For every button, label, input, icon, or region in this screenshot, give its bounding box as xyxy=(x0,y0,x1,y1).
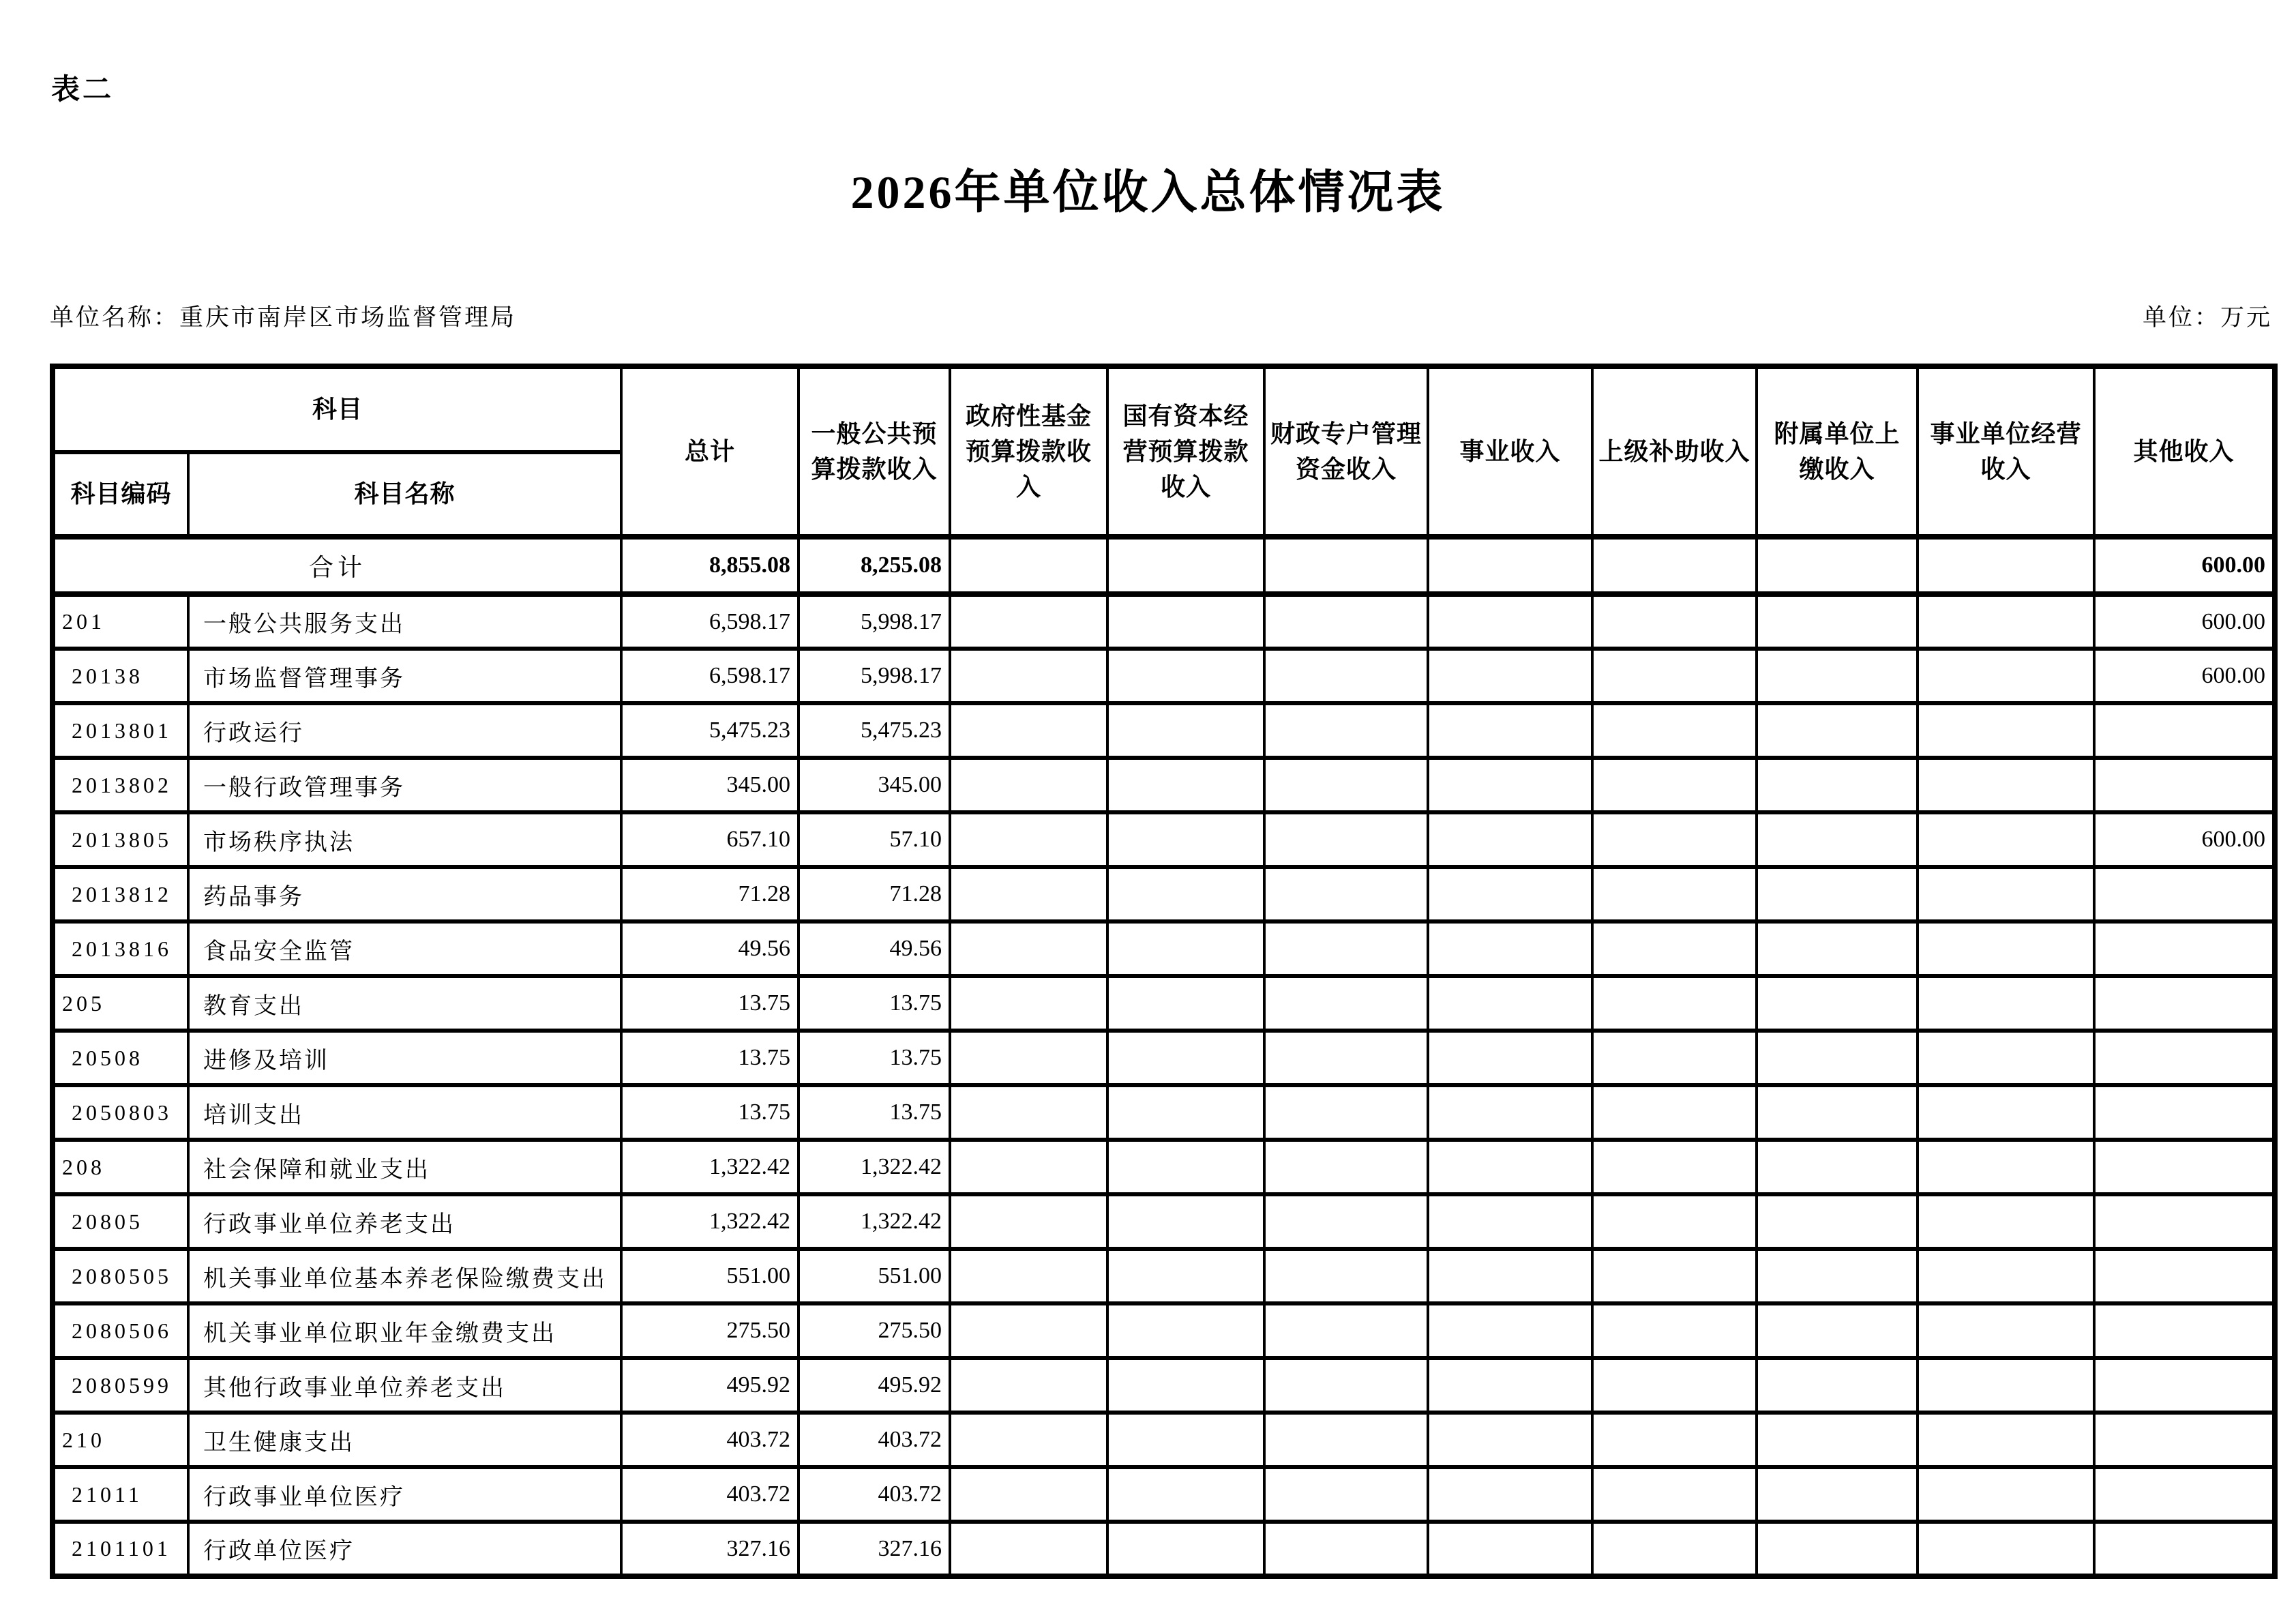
value-cell xyxy=(950,1085,1107,1140)
value-cell xyxy=(950,921,1107,976)
subject-name-cell: 一般行政管理事务 xyxy=(188,758,621,812)
value-cell xyxy=(2094,976,2275,1031)
value-cell xyxy=(1757,1358,1918,1413)
value-cell xyxy=(1428,1249,1592,1303)
value-cell xyxy=(1428,758,1592,812)
info-row xyxy=(50,299,2272,333)
value-cell xyxy=(1918,1085,2094,1140)
value-cell xyxy=(1428,1413,1592,1467)
value-cell xyxy=(1264,703,1428,758)
total-row-value xyxy=(1918,537,2094,594)
value-cell xyxy=(1428,867,1592,921)
header-row-1 xyxy=(53,366,2275,452)
value-cell xyxy=(1757,1249,1918,1303)
value-cell xyxy=(1107,1140,1264,1194)
value-cell xyxy=(2094,1031,2275,1085)
value-cell xyxy=(1264,1194,1428,1249)
value-cell: 5,475.23 xyxy=(799,703,950,758)
value-cell: 71.28 xyxy=(799,867,950,921)
subject-code-cell: 21011 xyxy=(53,1467,188,1522)
value-cell: 551.00 xyxy=(799,1249,950,1303)
value-cell xyxy=(1428,703,1592,758)
header-col-fiscal-special-account: 财政专户管理资金收入 xyxy=(1264,366,1428,537)
value-cell xyxy=(1107,1467,1264,1522)
value-cell xyxy=(1757,1031,1918,1085)
subject-name-cell: 机关事业单位基本养老保险缴费支出 xyxy=(188,1249,621,1303)
table-row xyxy=(53,812,2275,867)
value-cell xyxy=(950,1249,1107,1303)
value-cell xyxy=(950,1031,1107,1085)
value-cell xyxy=(1918,1358,2094,1413)
total-row-label: 合计 xyxy=(53,537,621,594)
value-cell: 71.28 xyxy=(621,867,799,921)
value-cell xyxy=(1107,1303,1264,1358)
table-row xyxy=(53,594,2275,649)
value-cell xyxy=(1592,1140,1757,1194)
value-cell: 600.00 xyxy=(2094,649,2275,703)
value-cell xyxy=(1107,812,1264,867)
value-cell xyxy=(1592,758,1757,812)
value-cell xyxy=(1428,1140,1592,1194)
value-cell xyxy=(1107,758,1264,812)
subject-code-cell: 2013805 xyxy=(53,812,188,867)
subject-code-cell: 2013816 xyxy=(53,921,188,976)
value-cell xyxy=(1592,1249,1757,1303)
value-cell xyxy=(1757,649,1918,703)
value-cell xyxy=(1592,812,1757,867)
value-cell xyxy=(1592,594,1757,649)
header-col-other-income: 其他收入 xyxy=(2094,366,2275,537)
value-cell xyxy=(1918,703,2094,758)
subject-name-cell: 食品安全监管 xyxy=(188,921,621,976)
value-cell xyxy=(1918,921,2094,976)
value-cell xyxy=(1592,1194,1757,1249)
value-cell: 495.92 xyxy=(621,1358,799,1413)
value-cell xyxy=(1264,976,1428,1031)
value-cell xyxy=(1592,1031,1757,1085)
value-cell xyxy=(1757,976,1918,1031)
table-label: 表二 xyxy=(51,74,115,106)
value-cell xyxy=(1107,1249,1264,1303)
value-cell xyxy=(1918,594,2094,649)
value-cell: 345.00 xyxy=(621,758,799,812)
value-cell xyxy=(1918,976,2094,1031)
value-cell xyxy=(1428,1522,1592,1576)
value-cell xyxy=(1428,594,1592,649)
value-cell xyxy=(950,812,1107,867)
value-cell: 657.10 xyxy=(621,812,799,867)
subject-code-cell: 2013802 xyxy=(53,758,188,812)
subject-name-cell: 其他行政事业单位养老支出 xyxy=(188,1358,621,1413)
value-cell xyxy=(2094,1140,2275,1194)
value-cell xyxy=(950,1413,1107,1467)
header-subject-name: 科目名称 xyxy=(188,452,621,537)
value-cell xyxy=(2094,1194,2275,1249)
subject-code-cell: 210 xyxy=(53,1413,188,1467)
table-row xyxy=(53,1413,2275,1467)
value-cell xyxy=(1592,1303,1757,1358)
value-cell: 49.56 xyxy=(799,921,950,976)
value-cell: 403.72 xyxy=(799,1413,950,1467)
subject-code-cell: 20138 xyxy=(53,649,188,703)
value-cell xyxy=(1592,867,1757,921)
value-cell xyxy=(950,758,1107,812)
value-cell xyxy=(1757,1303,1918,1358)
value-cell xyxy=(1592,1358,1757,1413)
table-body xyxy=(53,537,2275,1576)
value-cell xyxy=(1592,1522,1757,1576)
value-cell: 275.50 xyxy=(799,1303,950,1358)
value-cell xyxy=(1264,921,1428,976)
table-row xyxy=(53,1140,2275,1194)
subject-name-cell: 行政事业单位养老支出 xyxy=(188,1194,621,1249)
income-table xyxy=(50,364,2278,1579)
value-cell: 13.75 xyxy=(799,1031,950,1085)
value-cell xyxy=(1757,812,1918,867)
value-cell: 6,598.17 xyxy=(621,594,799,649)
total-row-value: 600.00 xyxy=(2094,537,2275,594)
value-cell xyxy=(1264,1303,1428,1358)
header-col-affiliated-unit-remittance: 附属单位上缴收入 xyxy=(1757,366,1918,537)
subject-code-cell: 201 xyxy=(53,594,188,649)
value-cell xyxy=(1592,1467,1757,1522)
value-cell xyxy=(1107,1194,1264,1249)
header-col-institution-operating: 事业单位经营收入 xyxy=(1918,366,2094,537)
header-col-superior-subsidy: 上级补助收入 xyxy=(1592,366,1757,537)
subject-code-cell: 205 xyxy=(53,976,188,1031)
value-cell: 13.75 xyxy=(621,1031,799,1085)
value-cell: 1,322.42 xyxy=(621,1140,799,1194)
value-cell xyxy=(1107,976,1264,1031)
value-cell xyxy=(1107,921,1264,976)
value-cell xyxy=(2094,1303,2275,1358)
value-cell xyxy=(1757,1140,1918,1194)
table-row xyxy=(53,1249,2275,1303)
header-col-general-public-budget: 一般公共预算拨款收入 xyxy=(799,366,950,537)
total-row-value: 8,855.08 xyxy=(621,537,799,594)
subject-code-cell: 208 xyxy=(53,1140,188,1194)
value-cell xyxy=(1757,1522,1918,1576)
value-cell xyxy=(1918,1194,2094,1249)
value-cell xyxy=(1107,1085,1264,1140)
value-cell: 57.10 xyxy=(799,812,950,867)
value-cell xyxy=(1428,1303,1592,1358)
value-cell xyxy=(1107,1522,1264,1576)
value-cell xyxy=(950,976,1107,1031)
value-cell xyxy=(1592,976,1757,1031)
value-cell xyxy=(1918,1467,2094,1522)
value-cell xyxy=(1757,703,1918,758)
value-cell xyxy=(2094,1085,2275,1140)
value-cell xyxy=(1264,1413,1428,1467)
value-cell xyxy=(1592,703,1757,758)
subject-code-cell: 2101101 xyxy=(53,1522,188,1576)
value-cell xyxy=(2094,703,2275,758)
value-cell xyxy=(1264,1522,1428,1576)
value-cell xyxy=(2094,1249,2275,1303)
table-row xyxy=(53,703,2275,758)
subject-name-cell: 市场监督管理事务 xyxy=(188,649,621,703)
subject-name-cell: 一般公共服务支出 xyxy=(188,594,621,649)
subject-name-cell: 市场秩序执法 xyxy=(188,812,621,867)
subject-code-cell: 2080506 xyxy=(53,1303,188,1358)
value-cell: 13.75 xyxy=(799,1085,950,1140)
table-row xyxy=(53,1467,2275,1522)
total-row-value xyxy=(950,537,1107,594)
subject-code-cell: 2013801 xyxy=(53,703,188,758)
value-cell: 13.75 xyxy=(621,1085,799,1140)
table-row xyxy=(53,1522,2275,1576)
value-cell xyxy=(950,1522,1107,1576)
subject-name-cell: 社会保障和就业支出 xyxy=(188,1140,621,1194)
value-cell xyxy=(1264,1031,1428,1085)
table-row xyxy=(53,867,2275,921)
value-cell xyxy=(1918,1413,2094,1467)
header-col-institution-income: 事业收入 xyxy=(1428,366,1592,537)
total-row-value xyxy=(1428,537,1592,594)
value-cell: 600.00 xyxy=(2094,594,2275,649)
value-cell xyxy=(1428,1467,1592,1522)
value-cell xyxy=(1757,867,1918,921)
value-cell xyxy=(950,703,1107,758)
subject-name-cell: 药品事务 xyxy=(188,867,621,921)
value-cell xyxy=(1918,1031,2094,1085)
value-cell: 5,475.23 xyxy=(621,703,799,758)
value-cell xyxy=(1264,1140,1428,1194)
value-cell xyxy=(1428,1194,1592,1249)
value-cell xyxy=(1918,1249,2094,1303)
value-cell xyxy=(1428,1085,1592,1140)
value-cell xyxy=(1264,812,1428,867)
table-row xyxy=(53,1031,2275,1085)
value-cell xyxy=(1757,1413,1918,1467)
value-cell: 49.56 xyxy=(621,921,799,976)
value-cell xyxy=(2094,1413,2275,1467)
value-cell xyxy=(1107,1413,1264,1467)
subject-name-cell: 行政事业单位医疗 xyxy=(188,1467,621,1522)
value-cell xyxy=(1592,1413,1757,1467)
table-row xyxy=(53,1085,2275,1140)
value-cell: 6,598.17 xyxy=(621,649,799,703)
value-cell xyxy=(1264,1358,1428,1413)
table-row xyxy=(53,649,2275,703)
value-cell xyxy=(2094,758,2275,812)
value-cell xyxy=(1592,649,1757,703)
subject-name-cell: 教育支出 xyxy=(188,976,621,1031)
subject-name-cell: 卫生健康支出 xyxy=(188,1413,621,1467)
value-cell xyxy=(2094,1522,2275,1576)
value-cell xyxy=(1428,812,1592,867)
subject-name-cell: 进修及培训 xyxy=(188,1031,621,1085)
header-col-government-fund-budget: 政府性基金预算拨款收入 xyxy=(950,366,1107,537)
value-cell xyxy=(1264,867,1428,921)
subject-name-cell: 行政运行 xyxy=(188,703,621,758)
value-cell xyxy=(1264,1085,1428,1140)
table-row xyxy=(53,976,2275,1031)
subject-name-cell: 行政单位医疗 xyxy=(188,1522,621,1576)
value-cell xyxy=(1918,812,2094,867)
value-cell: 495.92 xyxy=(799,1358,950,1413)
value-cell xyxy=(950,594,1107,649)
header-subject: 科目 xyxy=(53,366,621,452)
total-row-value xyxy=(1264,537,1428,594)
value-cell xyxy=(1428,921,1592,976)
subject-code-cell: 2050803 xyxy=(53,1085,188,1140)
table-row xyxy=(53,758,2275,812)
header-subject-code: 科目编码 xyxy=(53,452,188,537)
value-cell xyxy=(1107,649,1264,703)
value-cell: 600.00 xyxy=(2094,812,2275,867)
value-cell: 551.00 xyxy=(621,1249,799,1303)
value-cell xyxy=(2094,1467,2275,1522)
value-cell: 13.75 xyxy=(621,976,799,1031)
unit-name: 单位名称：重庆市南岸区市场监督管理局 xyxy=(50,304,517,331)
header-col-total: 总计 xyxy=(621,366,799,537)
total-row-value xyxy=(1592,537,1757,594)
value-cell xyxy=(1107,1358,1264,1413)
header-col-state-capital-budget: 国有资本经营预算拨款收入 xyxy=(1107,366,1264,537)
value-cell xyxy=(1918,649,2094,703)
value-cell xyxy=(1428,1358,1592,1413)
table-row xyxy=(53,1358,2275,1413)
value-cell xyxy=(1757,921,1918,976)
value-cell xyxy=(1107,1031,1264,1085)
value-cell xyxy=(950,1303,1107,1358)
value-cell xyxy=(950,867,1107,921)
unit-of-measure: 单位：万元 xyxy=(2142,304,2272,331)
value-cell xyxy=(1264,649,1428,703)
value-cell xyxy=(1264,758,1428,812)
value-cell: 13.75 xyxy=(799,976,950,1031)
value-cell xyxy=(1918,867,2094,921)
value-cell xyxy=(1918,1303,2094,1358)
value-cell xyxy=(1757,1467,1918,1522)
subject-code-cell: 20508 xyxy=(53,1031,188,1085)
value-cell xyxy=(1107,867,1264,921)
value-cell xyxy=(1592,921,1757,976)
value-cell: 5,998.17 xyxy=(799,594,950,649)
value-cell xyxy=(1264,1467,1428,1522)
subject-code-cell: 20805 xyxy=(53,1194,188,1249)
value-cell: 403.72 xyxy=(621,1467,799,1522)
value-cell: 275.50 xyxy=(621,1303,799,1358)
value-cell: 345.00 xyxy=(799,758,950,812)
table-header xyxy=(53,366,2275,537)
value-cell xyxy=(1757,594,1918,649)
value-cell xyxy=(1107,703,1264,758)
value-cell xyxy=(950,1140,1107,1194)
page-title: 2026年单位收入总体情况表 xyxy=(850,166,1446,218)
value-cell xyxy=(1428,976,1592,1031)
value-cell: 1,322.42 xyxy=(799,1194,950,1249)
value-cell xyxy=(1428,649,1592,703)
value-cell xyxy=(2094,921,2275,976)
value-cell xyxy=(1918,758,2094,812)
value-cell: 403.72 xyxy=(621,1413,799,1467)
table-row xyxy=(53,1303,2275,1358)
value-cell xyxy=(1592,1085,1757,1140)
value-cell xyxy=(1757,1085,1918,1140)
value-cell: 403.72 xyxy=(799,1467,950,1522)
value-cell xyxy=(950,649,1107,703)
value-cell xyxy=(2094,867,2275,921)
subject-code-cell: 2080505 xyxy=(53,1249,188,1303)
total-row-value xyxy=(1757,537,1918,594)
subject-code-cell: 2013812 xyxy=(53,867,188,921)
value-cell xyxy=(1264,1249,1428,1303)
subject-name-cell: 机关事业单位职业年金缴费支出 xyxy=(188,1303,621,1358)
table-row xyxy=(53,1194,2275,1249)
value-cell xyxy=(950,1358,1107,1413)
value-cell: 1,322.42 xyxy=(621,1194,799,1249)
value-cell: 327.16 xyxy=(799,1522,950,1576)
total-row xyxy=(53,537,2275,594)
total-row-value: 8,255.08 xyxy=(799,537,950,594)
value-cell xyxy=(950,1194,1107,1249)
value-cell xyxy=(1918,1140,2094,1194)
value-cell xyxy=(1918,1522,2094,1576)
value-cell xyxy=(1264,594,1428,649)
value-cell xyxy=(1428,1031,1592,1085)
table-row xyxy=(53,921,2275,976)
value-cell: 327.16 xyxy=(621,1522,799,1576)
subject-name-cell: 培训支出 xyxy=(188,1085,621,1140)
value-cell xyxy=(1107,594,1264,649)
value-cell xyxy=(950,1467,1107,1522)
total-row-value xyxy=(1107,537,1264,594)
value-cell xyxy=(2094,1358,2275,1413)
value-cell xyxy=(1757,1194,1918,1249)
value-cell: 5,998.17 xyxy=(799,649,950,703)
value-cell xyxy=(1757,758,1918,812)
value-cell: 1,322.42 xyxy=(799,1140,950,1194)
subject-code-cell: 2080599 xyxy=(53,1358,188,1413)
